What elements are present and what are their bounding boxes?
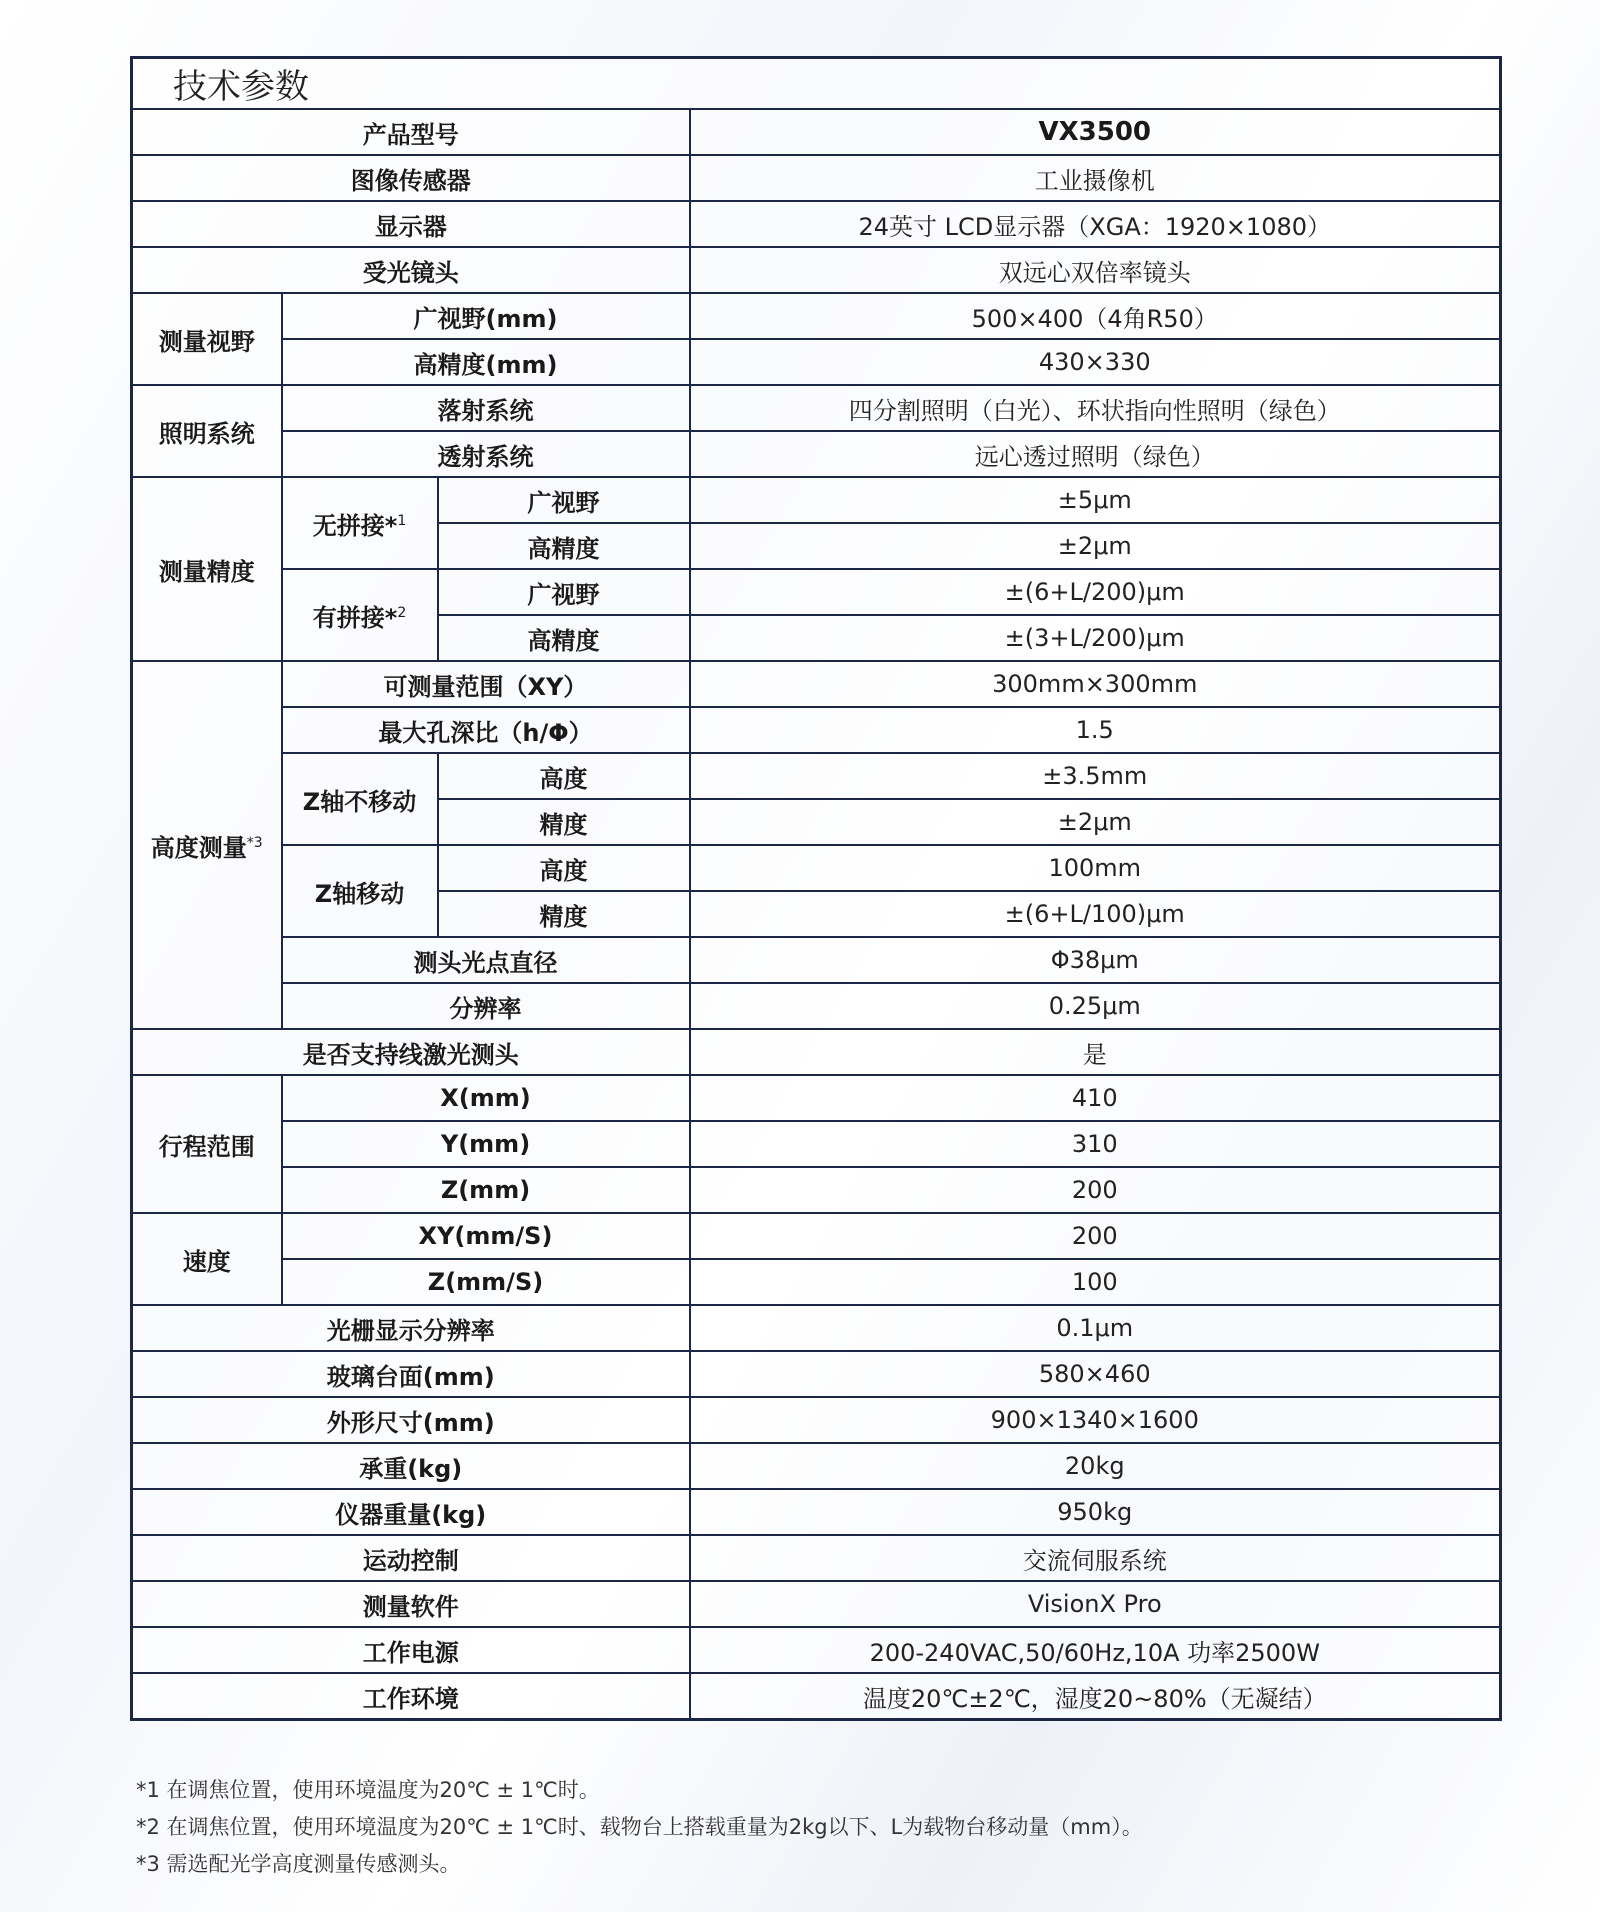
group-label: 行程范围 [132,1075,282,1213]
row-label: 外形尺寸(mm) [132,1397,690,1443]
table-row [132,1397,1501,1443]
row-value: 900×1340×1600 [690,1397,1501,1443]
group-text: 高度测量 [150,833,247,862]
row-label: 高精度(mm) [282,339,690,385]
table-row [132,1259,1501,1305]
row-label: 落射系统 [282,385,690,431]
group-label: 测量视野 [132,293,282,385]
table-row [132,293,1501,339]
row-value: 950kg [690,1489,1501,1535]
footnote-mark: 2 [397,604,407,621]
row-label: 仪器重量(kg) [132,1489,690,1535]
group-label: 测量精度 [132,477,282,661]
table-row [132,385,1501,431]
row-value: 200 [690,1167,1501,1213]
row-value: 300mm×300mm [690,661,1501,707]
row-value: 100 [690,1259,1501,1305]
spec-table [130,56,1502,1721]
row-value: ±3.5mm [690,753,1501,799]
table-row [132,983,1501,1029]
table-row [132,247,1501,293]
row-label: 光栅显示分辨率 [132,1305,690,1351]
row-value: 100mm [690,845,1501,891]
row-value: 430×330 [690,339,1501,385]
table-row [132,1029,1501,1075]
row-label: 是否支持线激光测头 [132,1029,690,1075]
row-label: 透射系统 [282,431,690,477]
row-value: ±(6+L/200)μm [690,569,1501,615]
row-label: 产品型号 [132,109,690,155]
subgroup-label [282,477,438,569]
footnote: *2 在调焦位置，使用环境温度为20℃ ± 1℃时、载物台上搭载重量为2kg以下、L为载物台移动量（mm）。 [136,1815,1143,1839]
table-row [132,661,1501,707]
row-value: 200 [690,1213,1501,1259]
footnotes [136,1772,1143,1883]
row-label: X(mm) [282,1075,690,1121]
table-row [132,937,1501,983]
table-title: 技术参数 [132,58,1501,110]
table-row [132,477,1501,523]
row-label: 广视野 [438,569,690,615]
table-row [132,753,1501,799]
row-label: 高精度 [438,523,690,569]
row-value: 远心透过照明（绿色） [690,431,1501,477]
row-label: 高精度 [438,615,690,661]
row-value: 580×460 [690,1351,1501,1397]
row-value: 200-240VAC,50/60Hz,10A 功率2500W [690,1627,1501,1673]
footnote: *3 需选配光学高度测量传感测头。 [136,1852,461,1876]
subgroup-label: Z轴移动 [282,845,438,937]
subgroup-label: Z轴不移动 [282,753,438,845]
table-row [132,431,1501,477]
row-label: 显示器 [132,201,690,247]
row-label: 测量软件 [132,1581,690,1627]
subgroup-label [282,569,438,661]
footnote-mark: 1 [397,512,407,529]
row-value: 0.25μm [690,983,1501,1029]
row-value: VisionX Pro [690,1581,1501,1627]
subgroup-text: 无拼接* [312,511,398,540]
row-value: 交流伺服系统 [690,1535,1501,1581]
row-value: 500×400（4角R50） [690,293,1501,339]
row-label: 工作环境 [132,1673,690,1720]
row-value: VX3500 [690,109,1501,155]
row-label: Z(mm/S) [282,1259,690,1305]
row-label: 广视野(mm) [282,293,690,339]
row-label: 受光镜头 [132,247,690,293]
group-label: 照明系统 [132,385,282,477]
table-row [132,1443,1501,1489]
row-value: 20kg [690,1443,1501,1489]
row-value: 工业摄像机 [690,155,1501,201]
footnote-mark: *3 [246,834,263,851]
table-row [132,1489,1501,1535]
row-value: ±5μm [690,477,1501,523]
row-label: 分辨率 [282,983,690,1029]
table-row [132,1305,1501,1351]
table-row [132,845,1501,891]
table-row [132,1535,1501,1581]
row-label: 广视野 [438,477,690,523]
table-row [132,569,1501,615]
row-label: XY(mm/S) [282,1213,690,1259]
row-label: Y(mm) [282,1121,690,1167]
row-label: 可测量范围（XY） [282,661,690,707]
row-label: 工作电源 [132,1627,690,1673]
row-label: 玻璃台面(mm) [132,1351,690,1397]
row-value: 1.5 [690,707,1501,753]
row-value: 310 [690,1121,1501,1167]
row-value: Φ38μm [690,937,1501,983]
row-value: 是 [690,1029,1501,1075]
row-label: 高度 [438,845,690,891]
table-row [132,1167,1501,1213]
row-value: 四分割照明（白光）、环状指向性照明（绿色） [690,385,1501,431]
row-label: 运动控制 [132,1535,690,1581]
spec-sheet [130,56,1502,1721]
row-label: 精度 [438,891,690,937]
row-value: ±2μm [690,799,1501,845]
row-label: 承重(kg) [132,1443,690,1489]
table-row [132,1213,1501,1259]
row-label: Z(mm) [282,1167,690,1213]
row-value: ±2μm [690,523,1501,569]
table-row [132,1121,1501,1167]
row-label: 高度 [438,753,690,799]
subgroup-text: 有拼接* [312,603,398,632]
row-value: 410 [690,1075,1501,1121]
row-value: ±(3+L/200)μm [690,615,1501,661]
table-row [132,1351,1501,1397]
group-label: 速度 [132,1213,282,1305]
row-label: 最大孔深比（h/Φ） [282,707,690,753]
row-value: 双远心双倍率镜头 [690,247,1501,293]
table-row [132,707,1501,753]
table-row [132,201,1501,247]
row-label: 图像传感器 [132,155,690,201]
row-value: 温度20℃±2℃，湿度20~80%（无凝结） [690,1673,1501,1720]
table-row [132,339,1501,385]
table-row [132,1627,1501,1673]
table-row [132,1075,1501,1121]
row-label: 精度 [438,799,690,845]
row-value: 24英寸 LCD显示器（XGA：1920×1080） [690,201,1501,247]
row-value: ±(6+L/100)μm [690,891,1501,937]
table-row [132,109,1501,155]
row-label: 测头光点直径 [282,937,690,983]
row-value: 0.1μm [690,1305,1501,1351]
table-row [132,155,1501,201]
group-label [132,661,282,1029]
table-title-row [132,58,1501,110]
table-row [132,1581,1501,1627]
footnote: *1 在调焦位置，使用环境温度为20℃ ± 1℃时。 [136,1778,600,1802]
table-row [132,1673,1501,1720]
